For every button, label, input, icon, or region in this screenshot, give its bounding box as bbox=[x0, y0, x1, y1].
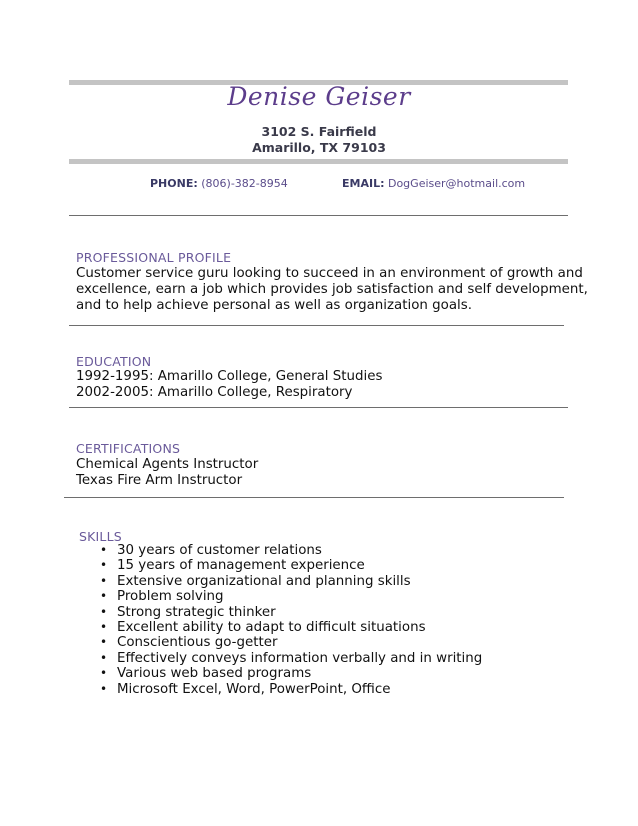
profile-line: and to help achieve personal as well as organization goals. bbox=[76, 298, 472, 313]
email-contact bbox=[342, 177, 525, 190]
profile-divider bbox=[69, 325, 564, 326]
certification-item: Texas Fire Arm Instructor bbox=[76, 473, 243, 488]
education-heading: EDUCATION bbox=[76, 354, 152, 369]
phone-label: PHONE: bbox=[150, 177, 198, 190]
certifications-heading: CERTIFICATIONS bbox=[76, 441, 181, 456]
phone-contact bbox=[150, 177, 288, 190]
profile-heading: PROFESSIONAL PROFILE bbox=[76, 250, 232, 265]
skill-item: • 30 years of customer relations bbox=[100, 543, 482, 558]
education-item: 2002-2005: Amarillo College, Respiratory bbox=[76, 385, 353, 400]
skill-item: • Extensive organizational and planning skills bbox=[100, 574, 482, 589]
education-item: 1992-1995: Amarillo College, General Studies bbox=[76, 369, 383, 384]
phone-value: (806)-382-8954 bbox=[201, 177, 288, 190]
certification-item: Chemical Agents Instructor bbox=[76, 457, 259, 472]
skill-item: • Various web based programs bbox=[100, 666, 482, 681]
profile-line: Customer service guru looking to succeed in an environment of growth and bbox=[76, 266, 583, 281]
email-value: DogGeiser@hotmail.com bbox=[387, 177, 526, 190]
skill-item: • Excellent ability to adapt to difficult situations bbox=[100, 620, 482, 635]
skills-heading: SKILLS bbox=[79, 529, 122, 544]
skill-item: • Strong strategic thinker bbox=[100, 605, 482, 620]
skill-item: • Effectively conveys information verbally and in writing bbox=[100, 651, 482, 666]
address-line-2: Amarillo, TX 79103 bbox=[252, 140, 386, 155]
header-bottom-bar bbox=[69, 159, 568, 164]
address-line-1: 3102 S. Fairfield bbox=[261, 124, 377, 139]
skill-item: • Microsoft Excel, Word, PowerPoint, Office bbox=[100, 682, 482, 697]
email-label: EMAIL: bbox=[342, 177, 385, 190]
skill-item: • 15 years of management experience bbox=[100, 558, 482, 573]
contact-divider bbox=[69, 215, 568, 216]
resume-name: Denise Geiser bbox=[227, 82, 411, 111]
skills-list bbox=[100, 543, 482, 697]
skill-item: • Conscientious go-getter bbox=[100, 635, 482, 650]
profile-line: excellence, earn a job which provides job satisfaction and self development, bbox=[76, 282, 588, 297]
education-divider bbox=[69, 407, 568, 408]
certifications-divider bbox=[64, 497, 564, 498]
skill-item: • Problem solving bbox=[100, 589, 482, 604]
